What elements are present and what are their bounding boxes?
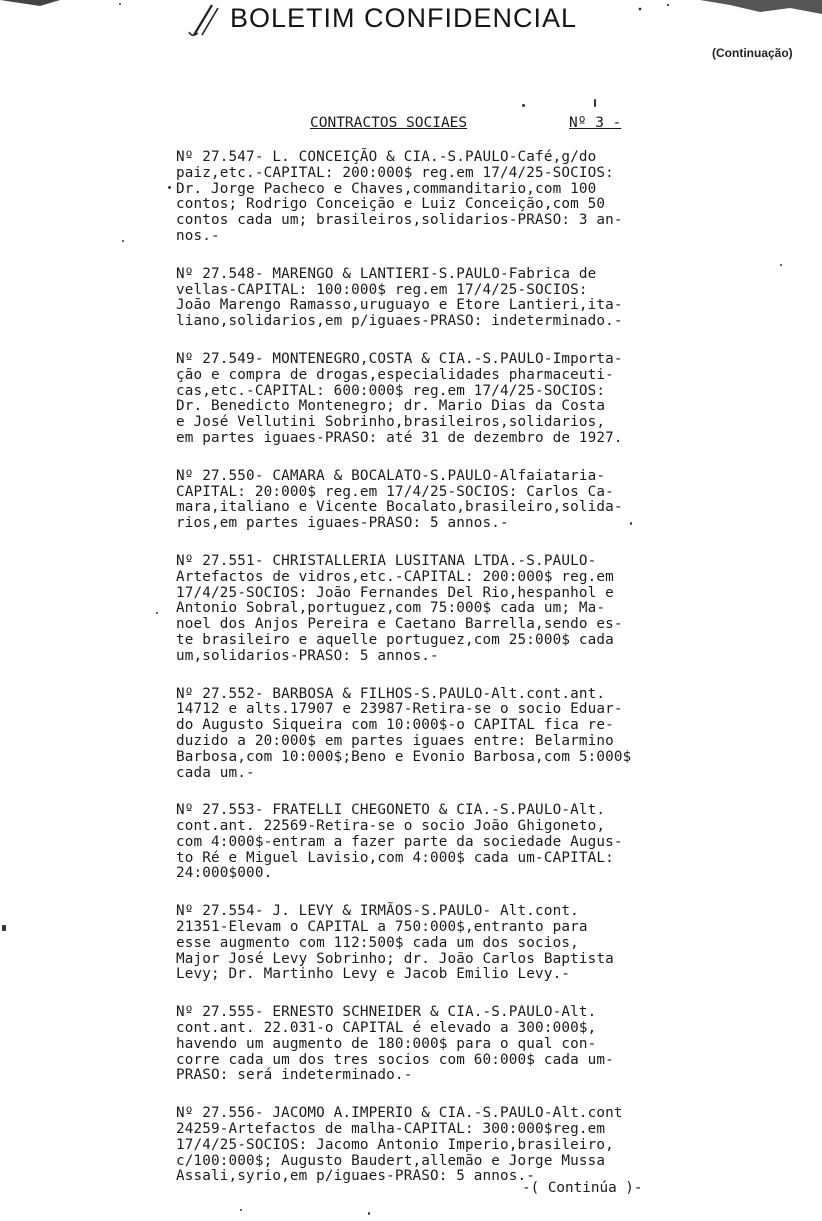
continuation-label: (Continuação) <box>712 46 793 60</box>
entry-text-line: 17/4/25-SOCIOS: Jacomo Antonio Imperio,brasileiro, <box>176 1136 614 1153</box>
scan-speck <box>594 99 596 107</box>
entry-text-line: paiz,etc.-CAPITAL: 200:000$ reg.em 17/4/25-SOCIOS: <box>176 164 614 181</box>
contract-entry <box>176 469 716 532</box>
contract-entry <box>176 1005 716 1084</box>
entry-text-line: Major José Levy Sobrinho; dr. João Carlos Baptista <box>176 950 614 967</box>
entry-text-line: vellas-CAPITAL: 100:000$ reg.em 17/4/25-SOCIOS: <box>176 281 588 298</box>
scan-speck <box>168 186 171 189</box>
entry-text-line: esse augmento com 112:500$ cada um dos socios, <box>176 934 579 951</box>
contract-entry <box>176 1106 716 1185</box>
entry-text-line: Nº 27.548- MARENGO & LANTIERI-S.PAULO-Fabrica de <box>176 265 597 282</box>
entry-text-line: te brasileiro e aquelle portuguez,com 25:000$ cada <box>176 631 614 648</box>
entry-text-line: Nº 27.551- CHRISTALLERIA LUSITANA LTDA.-S.PAULO- <box>176 552 597 569</box>
entry-text-line: nos.- <box>176 227 220 244</box>
entry-text-line: do Augusto Siqueira com 10:000$-o CAPITAL fica re- <box>176 717 614 734</box>
entry-text-line: mara,italiano e Vicente Bocalato,brasileiro,solida- <box>176 499 623 516</box>
entry-list <box>176 150 716 1185</box>
entry-text-line: corre cada um dos tres socios com 60:000$ cada um- <box>176 1051 614 1068</box>
entry-text-line: liano,solidarios,em p/iguaes-PRASO: indeterminado.- <box>176 313 623 330</box>
entry-spacer <box>176 532 716 554</box>
entry-text-line: Nº 27.552- BARBOSA & FILHOS-S.PAULO-Alt.cont.ant. <box>176 685 606 702</box>
scan-speck <box>630 522 632 525</box>
entry-spacer <box>176 882 716 904</box>
section-title: CONTRACTOS SOCIAES <box>310 115 468 131</box>
contract-entry <box>176 554 716 665</box>
entry-text-line: cont.ant. 22569-Retira-se o socio João Ghigoneto, <box>176 818 606 835</box>
contract-entry <box>176 150 716 245</box>
continues-footer: -( Continúa )- <box>522 1180 643 1196</box>
scan-speck <box>2 925 6 931</box>
entry-text-line: noel dos Anjos Pereira e Caetano Barrella,sendo es- <box>176 616 623 633</box>
entry-text-line: 17/4/25-SOCIOS: João Fernandes Del Rio,hespanhol e <box>176 584 614 601</box>
entry-text-line: Nº 27.555- ERNESTO SCHNEIDER & CIA.-S.PAULO-Alt. <box>176 1004 597 1021</box>
entry-text-line: contos cada um; brasileiros,solidarios-PRASO: 3 an- <box>176 212 623 229</box>
header-slash-mark <box>186 2 226 38</box>
entry-spacer <box>176 665 716 687</box>
entry-text-line: ção e compra de drogas,especialidades pharmaceuti- <box>176 366 614 383</box>
entry-text-line: PRASO: será indeterminado.- <box>176 1067 413 1084</box>
contract-entry <box>176 267 716 330</box>
entry-text-line: 14712 e alts.17907 e 23987-Retira-se o socio Eduar- <box>176 701 623 718</box>
entry-spacer <box>176 781 716 803</box>
entry-text-line: com 4:000$-entram a fazer parte da sociedade Augus- <box>176 833 623 850</box>
entry-text-line: Barbosa,com 10:000$;Beno e Evonio Barbosa,com 5:000$ <box>176 748 632 765</box>
entry-text-line: e José Vellutini Sobrinho,brasileiros,solidarios, <box>176 414 606 431</box>
entry-text-line: cada um.- <box>176 764 255 781</box>
entry-text-line: rios,em partes iguaes-PRASO: 5 annos.- <box>176 515 509 532</box>
contract-entry <box>176 803 716 882</box>
entry-text-line: 24:000$000. <box>176 865 273 882</box>
bulletin-title: BOLETIM CONFIDENCIAL <box>230 3 578 33</box>
scan-speck <box>156 612 158 614</box>
entry-text-line: Levy; Dr. Martinho Levy e Jacob Emilio Levy.- <box>176 966 571 983</box>
entry-spacer <box>176 1084 716 1106</box>
entry-text-line: Artefactos de vidros,etc.-CAPITAL: 200:000$ reg.em <box>176 568 614 585</box>
entry-spacer <box>176 330 716 352</box>
entry-spacer <box>176 447 716 469</box>
entry-text-line: Dr. Benedicto Montenegro; dr. Mario Dias da Costa <box>176 398 606 415</box>
entry-text-line: Assali,syrio,em p/iguaes-PRASO: 5 annos.- <box>176 1168 536 1185</box>
entry-text-line: Dr. Jorge Pacheco e Chaves,commanditario,com 100 <box>176 180 597 197</box>
scan-speck <box>122 240 124 242</box>
scan-speck <box>780 264 782 266</box>
entry-spacer <box>176 245 716 267</box>
entry-text-line: cont.ant. 22.031-o CAPITAL é elevado a 300:000$, <box>176 1020 597 1037</box>
section-number: Nº 3 - <box>569 115 622 131</box>
entry-text-line: Nº 27.550- CAMARA & BOCALATO-S.PAULO-Alfaiataria- <box>176 467 606 484</box>
entry-text-line: havendo um augmento de 180:000$ para o qual con- <box>176 1035 597 1052</box>
scan-speck <box>368 1212 370 1215</box>
entry-text-line: Nº 27.556- JACOMO A.IMPERIO & CIA.-S.PAULO-Alt.cont <box>176 1105 623 1122</box>
entry-text-line: em partes iguaes-PRASO: até 31 de dezembro de 1927. <box>176 429 623 446</box>
entry-text-line: contos; Rodrigo Conceição e Luiz Conceição,com 50 <box>176 196 606 213</box>
entry-text-line: Nº 27.554- J. LEVY & IRMÃOS-S.PAULO- Alt.cont. <box>176 903 579 920</box>
entry-spacer <box>176 983 716 1005</box>
entry-text-line: Nº 27.553- FRATELLI CHEGONETO & CIA.-S.PAULO-Alt. <box>176 802 606 819</box>
contract-entry <box>176 904 716 983</box>
entry-text-line: duzido a 20:000$ em partes iguaes entre: Belarmino <box>176 732 614 749</box>
entry-text-line: um,solidarios-PRASO: 5 annos.- <box>176 647 439 664</box>
contract-entry <box>176 687 716 782</box>
entry-text-line: Antonio Sobral,portuguez,com 75:000$ cada um; Ma- <box>176 600 606 617</box>
entry-text-line: cas,etc.-CAPITAL: 600:000$ reg.em 17/4/25-SOCIOS: <box>176 382 606 399</box>
entry-text-line: CAPITAL: 20:000$ reg.em 17/4/25-SOCIOS: Carlos Ca- <box>176 483 614 500</box>
contract-entry <box>176 352 716 447</box>
entry-text-line: to Ré e Miguel Lavisio,com 4:000$ cada um-CAPITAL: <box>176 849 614 866</box>
entry-text-line: 21351-Elevam o CAPITAL a 750:000$,entranto para <box>176 919 588 936</box>
scan-speck <box>522 104 525 107</box>
entry-text-line: 24259-Artefactos de malha-CAPITAL: 300:000$reg.em <box>176 1121 606 1138</box>
entry-text-line: Nº 27.549- MONTENEGRO,COSTA & CIA.-S.PAULO-Importa- <box>176 350 623 367</box>
entry-text-line: Nº 27.547- L. CONCEIÇÃO & CIA.-S.PAULO-Café,g/do <box>176 149 597 165</box>
entry-text-line: João Marengo Ramasso,uruguayo e Etore Lantieri,ita- <box>176 297 623 314</box>
scan-speck <box>240 1209 242 1211</box>
entry-text-line: c/100:000$; Augusto Baudert,allemão e Jorge Mussa <box>176 1152 606 1169</box>
